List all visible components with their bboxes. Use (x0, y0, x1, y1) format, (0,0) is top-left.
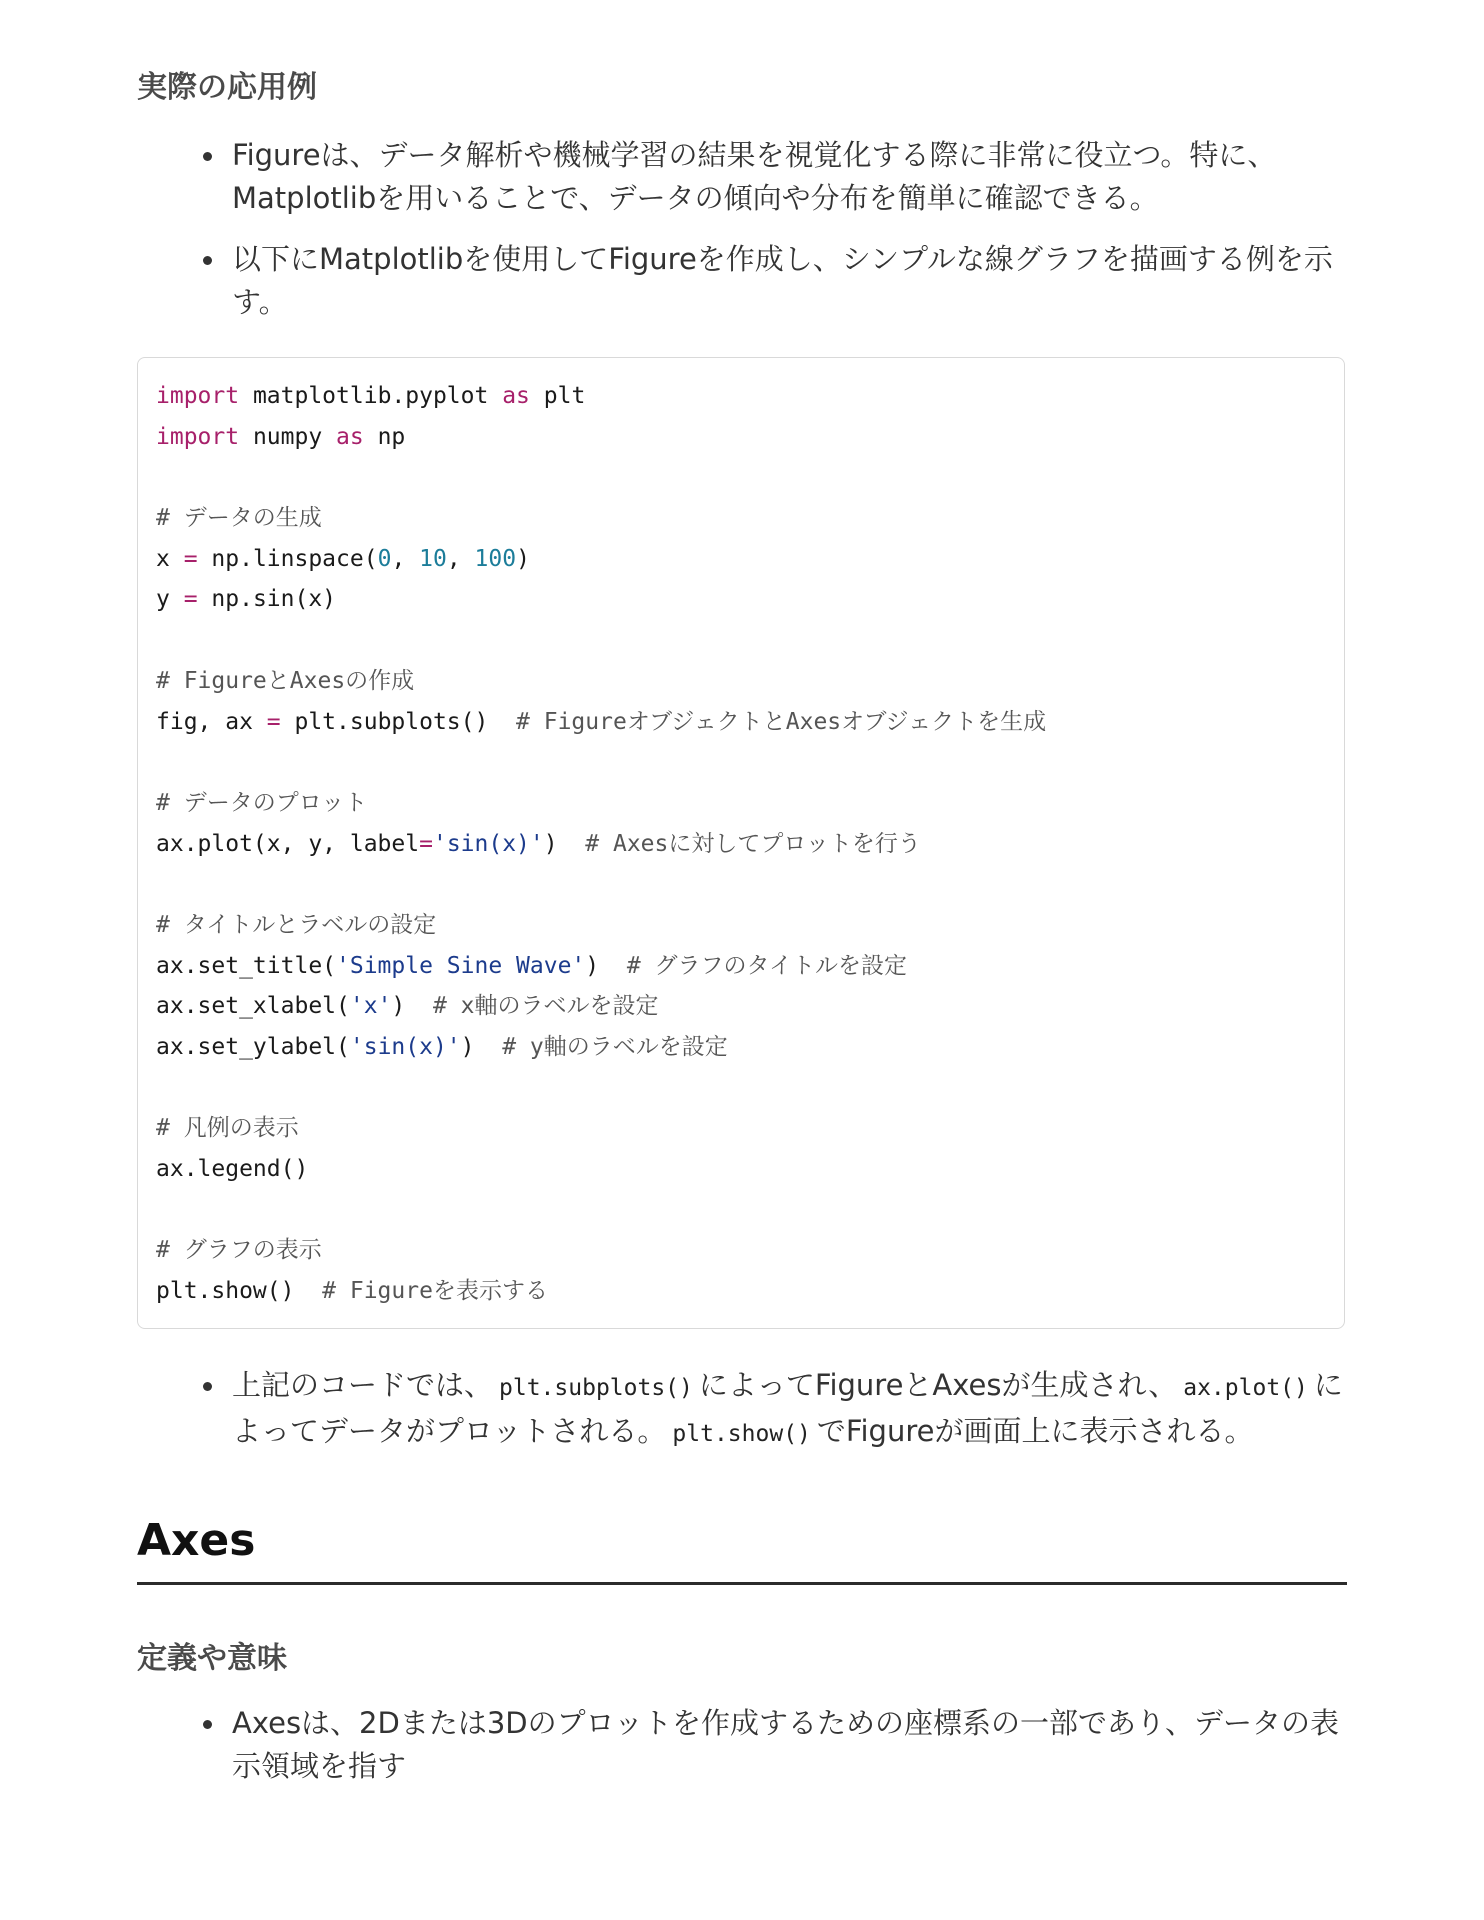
code-blank-line (156, 864, 1046, 905)
after-code-bullet-list (137, 1364, 1347, 1474)
paragraph-text: によってデータがプロットされる。 (232, 1368, 1343, 1448)
code-blank-line (156, 1068, 1046, 1109)
code-comment: # FigureとAxesの作成 (156, 667, 415, 694)
code-operator: = (419, 830, 433, 857)
code-line (156, 824, 1046, 865)
code-line (156, 1230, 1046, 1271)
code-string: 'sin(x)' (432, 830, 544, 857)
code-operator: = (266, 708, 281, 735)
code-line (156, 498, 1046, 539)
code-text: numpy (239, 423, 337, 450)
code-number: 100 (474, 545, 517, 572)
code-text: ax.legend() (156, 1156, 309, 1183)
code-text: ax.set_ylabel( (156, 1034, 350, 1060)
code-operator: = (183, 586, 198, 613)
code-line (156, 1149, 1046, 1190)
code-text: ) (516, 545, 530, 572)
code-text: y (156, 586, 184, 613)
code-line (156, 417, 1046, 458)
code-string: 'Simple Sine Wave' (336, 952, 586, 979)
code-comment: # FigureオブジェクトとAxesオブジェクトを生成 (516, 708, 1047, 735)
code-text: ) (585, 952, 627, 979)
code-keyword: as (336, 423, 364, 450)
heading-definition: 定義や意味 (137, 1641, 287, 1676)
code-string: 'sin(x)' (349, 1034, 461, 1060)
code-blank-line (156, 457, 1046, 498)
code-string: 'x' (349, 993, 392, 1020)
code-text: ax.set_title( (156, 952, 337, 979)
code-line (156, 376, 1046, 417)
code-comment: # y軸のラベルを設定 (502, 1034, 728, 1060)
heading-axes: Axes (137, 1515, 256, 1566)
code-text: plt.subplots() (280, 708, 517, 735)
code-line (156, 661, 1046, 702)
heading-applied-examples: 実際の応用例 (137, 70, 317, 105)
code-text: ) (543, 830, 586, 857)
list-item: 以下にMatplotlibを使用してFigureを作成し、シンプルな線グラフを描画する例を示す。 (137, 238, 1347, 324)
code-text: matplotlib.pyplot (239, 383, 503, 409)
code-text: np.sin(x) (197, 586, 337, 613)
code-comment: # グラフの表示 (156, 1237, 322, 1264)
code-blank-line (156, 620, 1046, 661)
code-text: np (363, 423, 406, 450)
code-comment: # Figureを表示する (322, 1278, 548, 1305)
heading-divider (137, 1582, 1347, 1585)
code-line (156, 783, 1046, 824)
list-item: Axesは、2Dまたは3Dのプロットを作成するための座標系の一部であり、データの表示領域を指す (137, 1702, 1347, 1788)
code-line (156, 539, 1046, 580)
code-line (156, 905, 1046, 946)
code-text: , (446, 545, 475, 572)
code-comment: # タイトルとラベルの設定 (156, 911, 437, 938)
code-text: plt.show() (156, 1278, 323, 1305)
axes-bullet-list (137, 1702, 1347, 1806)
applied-bullet-list (137, 134, 1347, 342)
code-text: ax.set_xlabel( (156, 993, 350, 1020)
code-block (137, 357, 1345, 1329)
code-line (156, 1271, 1046, 1312)
code-keyword: as (502, 383, 530, 409)
code-keyword: import (156, 423, 240, 450)
code-line (156, 579, 1046, 620)
list-item: Figureは、データ解析や機械学習の結果を視覚化する際に非常に役立つ。特に、Matplotlibを用いることで、データの傾向や分布を簡単に確認できる。 (137, 134, 1347, 220)
paragraph-text: 上記のコードでは、 (232, 1368, 494, 1402)
code-comment: # グラフのタイトルを設定 (626, 952, 908, 979)
code-keyword: import (156, 383, 240, 409)
paragraph-text: でFigureが画面上に表示される。 (816, 1414, 1254, 1448)
code-text: , (391, 545, 420, 572)
code-number: 0 (377, 545, 392, 572)
list-item (137, 1364, 1347, 1456)
code-content (156, 376, 1046, 1312)
code-text: x (156, 545, 184, 572)
code-operator: = (183, 545, 198, 572)
code-comment: # データのプロット (156, 789, 368, 816)
code-blank-line (156, 1190, 1046, 1231)
code-line (156, 946, 1046, 987)
inline-code: plt.show() (672, 1421, 811, 1447)
code-comment: # x軸のラベルを設定 (432, 993, 659, 1020)
code-line (156, 702, 1046, 743)
code-line (156, 1108, 1046, 1149)
inline-code: ax.plot() (1183, 1375, 1308, 1401)
code-comment: # Axesに対してプロットを行う (585, 830, 921, 857)
inline-code: plt.subplots() (499, 1375, 693, 1401)
code-text: np.linspace( (197, 545, 378, 572)
code-line (156, 986, 1046, 1027)
code-text: ax.plot(x, y, label (156, 830, 420, 857)
code-comment: # 凡例の表示 (156, 1115, 299, 1142)
code-text: ) (460, 1034, 503, 1060)
code-text: ) (391, 993, 433, 1020)
code-text: fig, ax (156, 708, 267, 735)
code-number: 10 (419, 545, 447, 572)
code-blank-line (156, 742, 1046, 783)
code-comment: # データの生成 (156, 505, 322, 532)
paragraph-text: によってFigureとAxesが生成され、 (698, 1368, 1178, 1402)
code-text: plt (529, 383, 586, 409)
code-line (156, 1027, 1046, 1068)
